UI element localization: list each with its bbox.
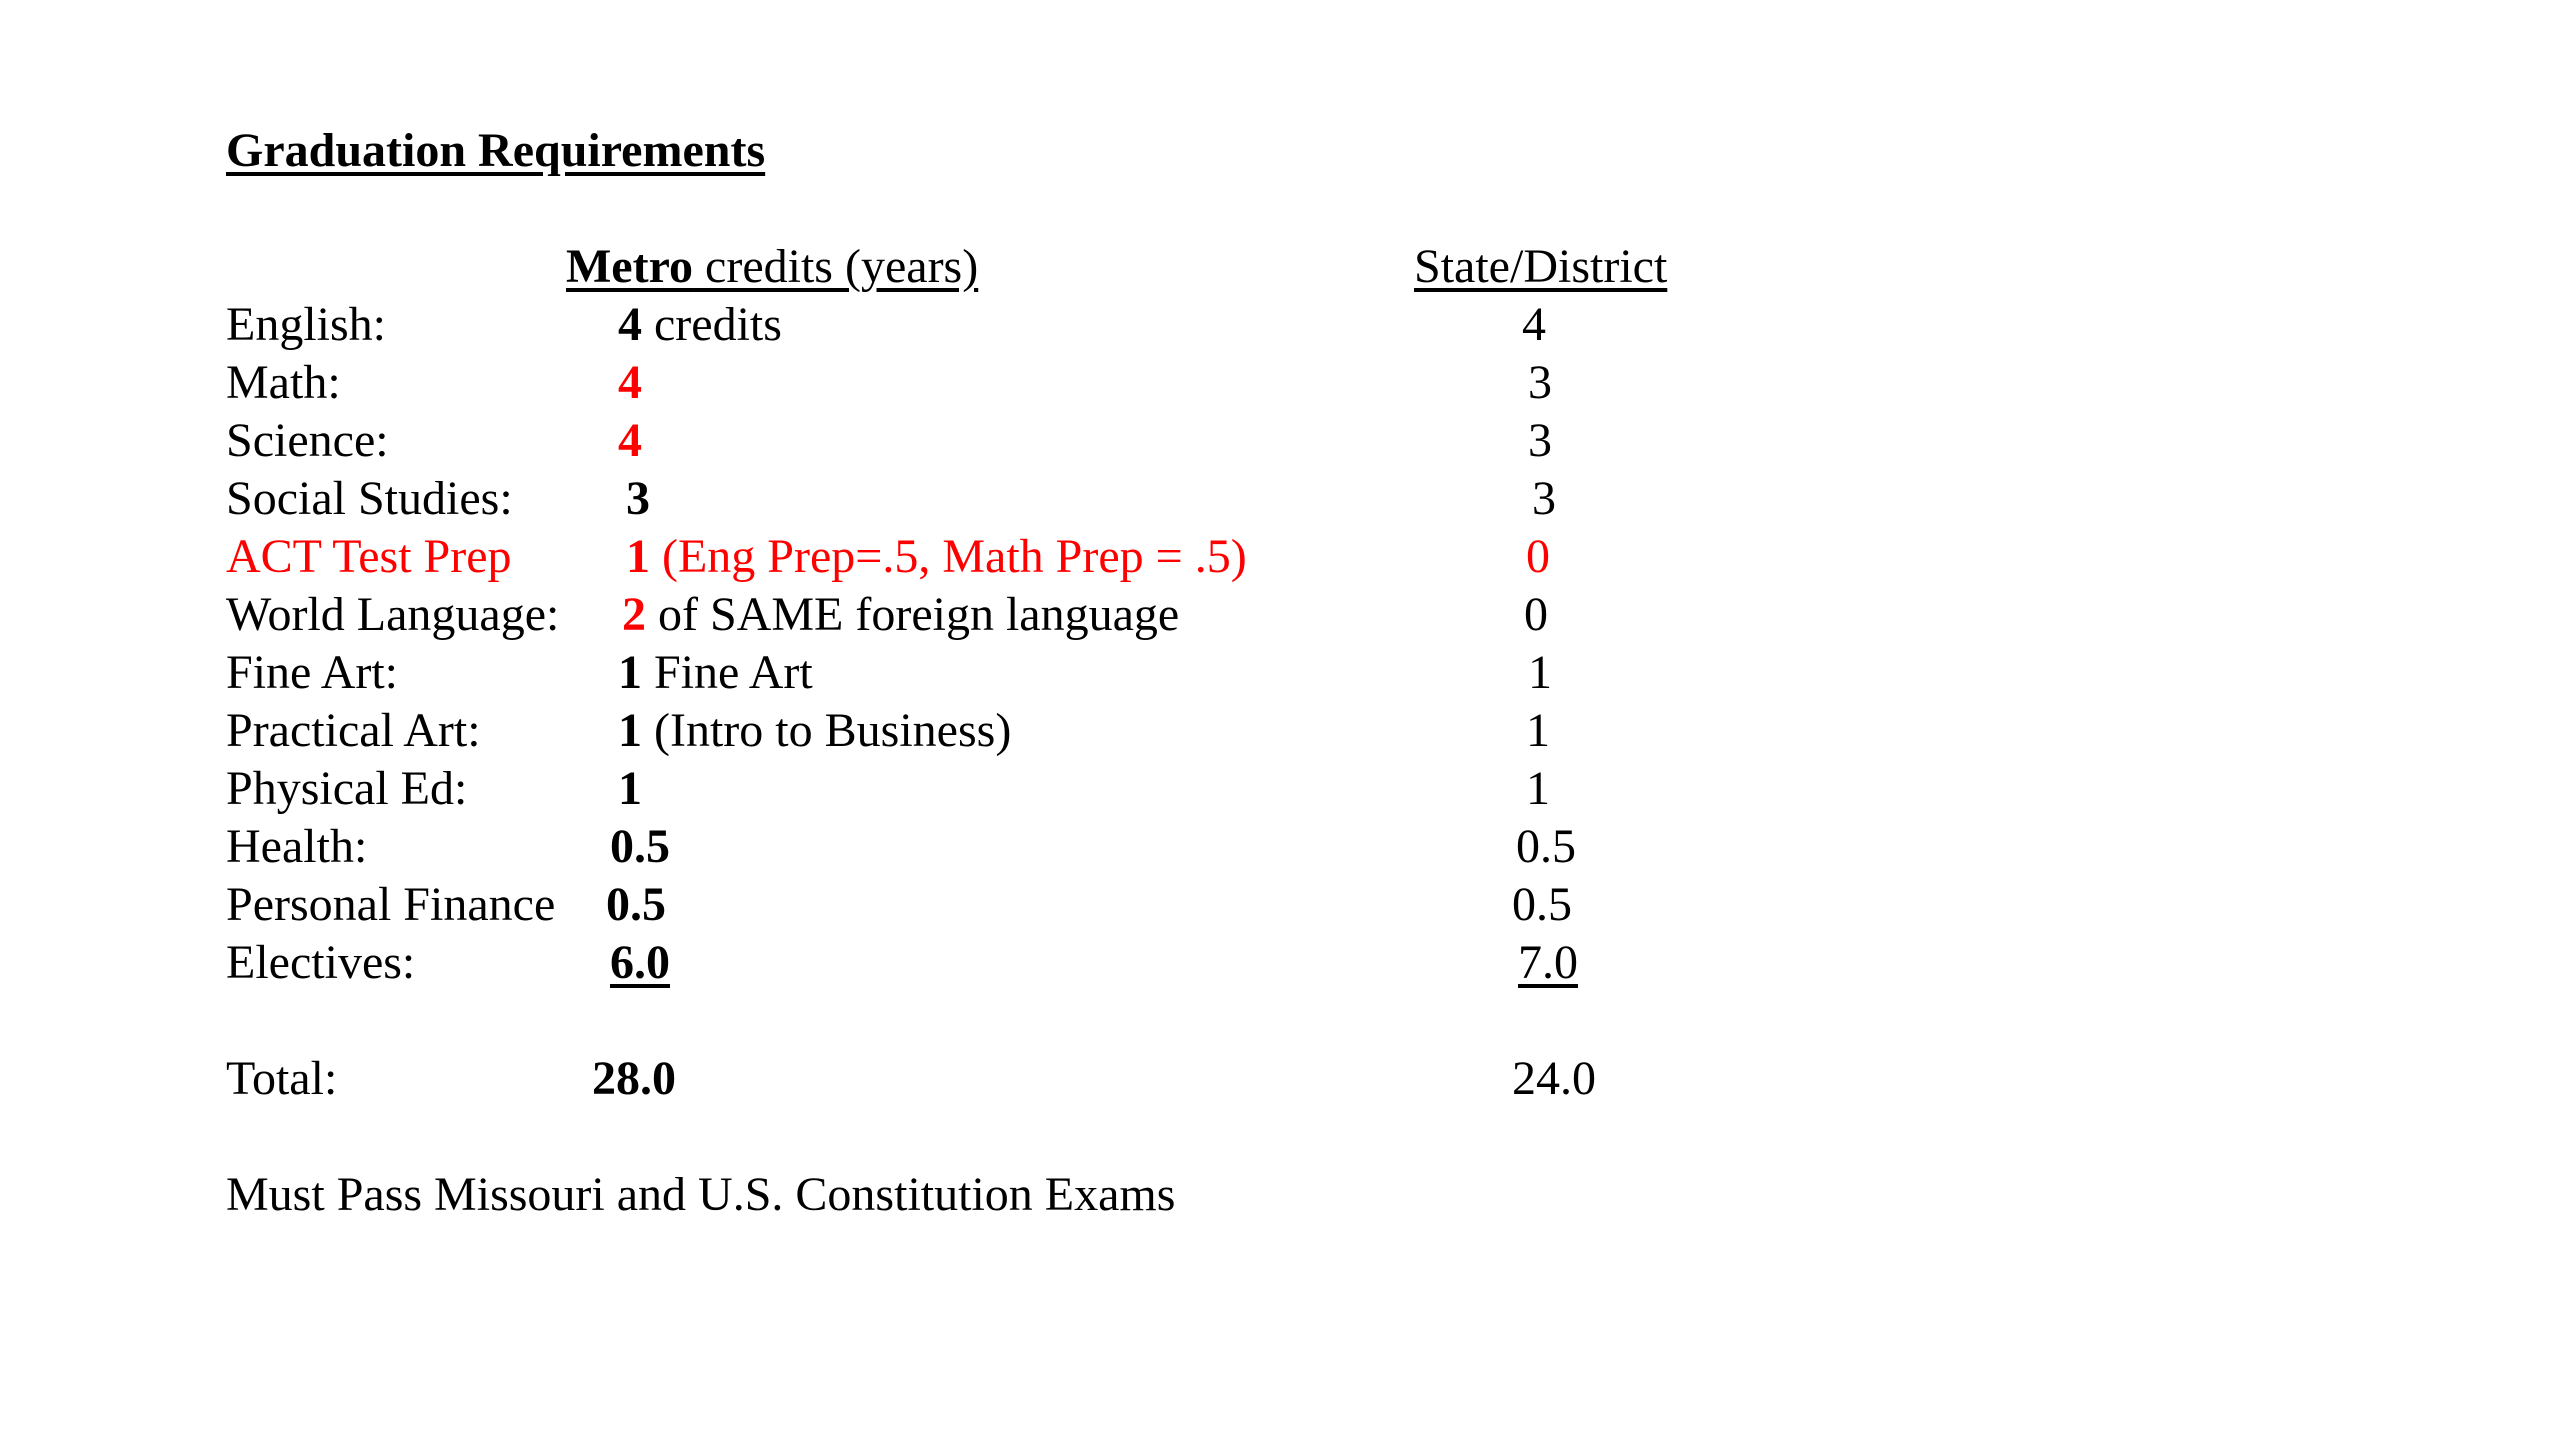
metro-header-rest: credits (years) (693, 240, 979, 293)
subject-label: Fine Art: (226, 646, 399, 699)
requirement-row-act-test-prep (0, 528, 2560, 586)
metro-credit: 2 of SAME foreign language (622, 588, 1180, 641)
requirement-row-english (0, 296, 2560, 354)
subject-label: Math: (226, 356, 341, 409)
metro-credit: 3 (626, 472, 650, 525)
subject-label: Physical Ed: (226, 762, 468, 815)
state-credit: 3 (1532, 472, 1556, 525)
state-credit: 7.0 (1518, 936, 1578, 989)
metro-credit: 1 (618, 762, 642, 815)
requirement-row-social-studies (0, 470, 2560, 528)
metro-credit: 4 (618, 414, 642, 467)
subject-label: Health: (226, 820, 368, 873)
total-row (0, 1050, 2560, 1108)
requirement-row-math (0, 354, 2560, 412)
metro-credit: 4 credits (618, 298, 782, 351)
requirement-row-electives (0, 934, 2560, 992)
metro-column-header (566, 238, 978, 296)
state-credit: 3 (1528, 414, 1552, 467)
requirement-row-practical-art (0, 702, 2560, 760)
subject-label: English: (226, 298, 387, 351)
metro-credit: 0.5 (610, 820, 670, 873)
state-total: 24.0 (1512, 1052, 1596, 1105)
requirement-row-world-language (0, 586, 2560, 644)
requirement-row-personal-finance (0, 876, 2560, 934)
subject-label: ACT Test Prep (226, 530, 512, 583)
metro-credit: 0.5 (606, 878, 666, 931)
state-credit: 0 (1526, 530, 1550, 583)
metro-credit: 4 (618, 356, 642, 409)
requirement-row-health (0, 818, 2560, 876)
metro-credit: 1 Fine Art (618, 646, 813, 699)
state-credit: 0 (1524, 588, 1548, 641)
state-credit: 1 (1528, 646, 1552, 699)
subject-label: Social Studies: (226, 472, 513, 525)
page-title: Graduation Requirements (226, 124, 766, 177)
metro-credit: 1 (Eng Prep=.5, Math Prep = .5) (626, 530, 1247, 583)
state-credit: 1 (1526, 762, 1550, 815)
state-credit: 3 (1528, 356, 1552, 409)
total-label: Total: (226, 1052, 338, 1105)
constitution-exam-note: Must Pass Missouri and U.S. Constitution Exams (226, 1168, 1176, 1221)
subject-label: Electives: (226, 936, 416, 989)
metro-credit: 1 (Intro to Business) (618, 704, 1012, 757)
metro-header-bold: Metro (566, 240, 694, 293)
state-credit: 0.5 (1516, 820, 1576, 873)
subject-label: World Language: (226, 588, 560, 641)
state-credit: 1 (1526, 704, 1550, 757)
subject-label: Science: (226, 414, 389, 467)
requirement-row-fine-art (0, 644, 2560, 702)
subject-label: Personal Finance (226, 878, 556, 931)
state-credit: 0.5 (1512, 878, 1572, 931)
metro-credit: 6.0 (610, 936, 670, 989)
state-column-header: State/District (1414, 240, 1668, 293)
subject-label: Practical Art: (226, 704, 481, 757)
requirement-row-science (0, 412, 2560, 470)
state-credit: 4 (1522, 298, 1546, 351)
metro-total: 28.0 (592, 1052, 676, 1105)
requirement-row-physical-ed (0, 760, 2560, 818)
